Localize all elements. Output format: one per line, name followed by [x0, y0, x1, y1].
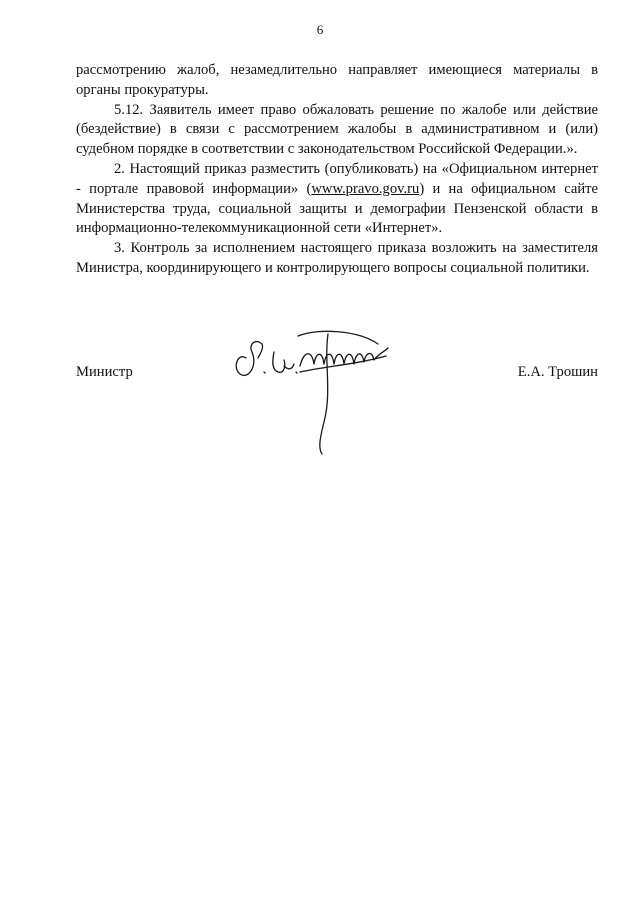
- signature-stroke-waves: [300, 348, 388, 366]
- paragraph-3: [76, 239, 598, 279]
- signature-stroke-dot-2: [296, 372, 297, 373]
- paragraph-3-text: 3. Контроль за исполнением настоящего приказа возложить на заместителя Министра, координирующего и контролирующего вопросы социальной политики.: [76, 240, 598, 276]
- pravo-gov-link[interactable]: www.pravo.gov.ru: [311, 180, 420, 197]
- handwritten-signature: [228, 322, 398, 462]
- signatory-name: Е.А. Трошин: [517, 364, 598, 380]
- signature-stroke-second: [273, 352, 294, 372]
- signature-stroke-stem: [320, 334, 328, 454]
- signature-stroke-dot-1: [264, 372, 265, 373]
- paragraph-2-text-start: 2. Настоящий приказ разместить (опубликовать) на «Официальном интернет - портале правовой информации» (: [76, 160, 598, 197]
- paragraph-1-text: рассмотрению жалоб, незамедлительно направляет имеющиеся материалы в органы прокуратуры.: [76, 62, 598, 98]
- signatory-title: Министр: [76, 364, 133, 380]
- page-number: 6: [316, 22, 324, 37]
- paragraph-5-12-text: 5.12. Заявитель имеет право обжаловать решение по жалобе или действие (бездействие) в связи с рассмотрением жалобы в административном и (или) судебном порядке в соответствии с законодательством Российской Федерации.».: [76, 101, 598, 158]
- paragraph-5-12: [76, 101, 598, 160]
- signature-stroke-bar: [298, 331, 378, 344]
- paragraph-2: [76, 160, 598, 239]
- document-body: [76, 61, 598, 279]
- paragraph-2-text-end: ) и на официальном сайте Министерства труда, социальной защиты и демографии Пензенской области в информационно-телекоммуникационной сети «Интернет».: [76, 180, 598, 237]
- signature-stroke-initial: [236, 342, 262, 376]
- paragraph-1: [76, 61, 598, 101]
